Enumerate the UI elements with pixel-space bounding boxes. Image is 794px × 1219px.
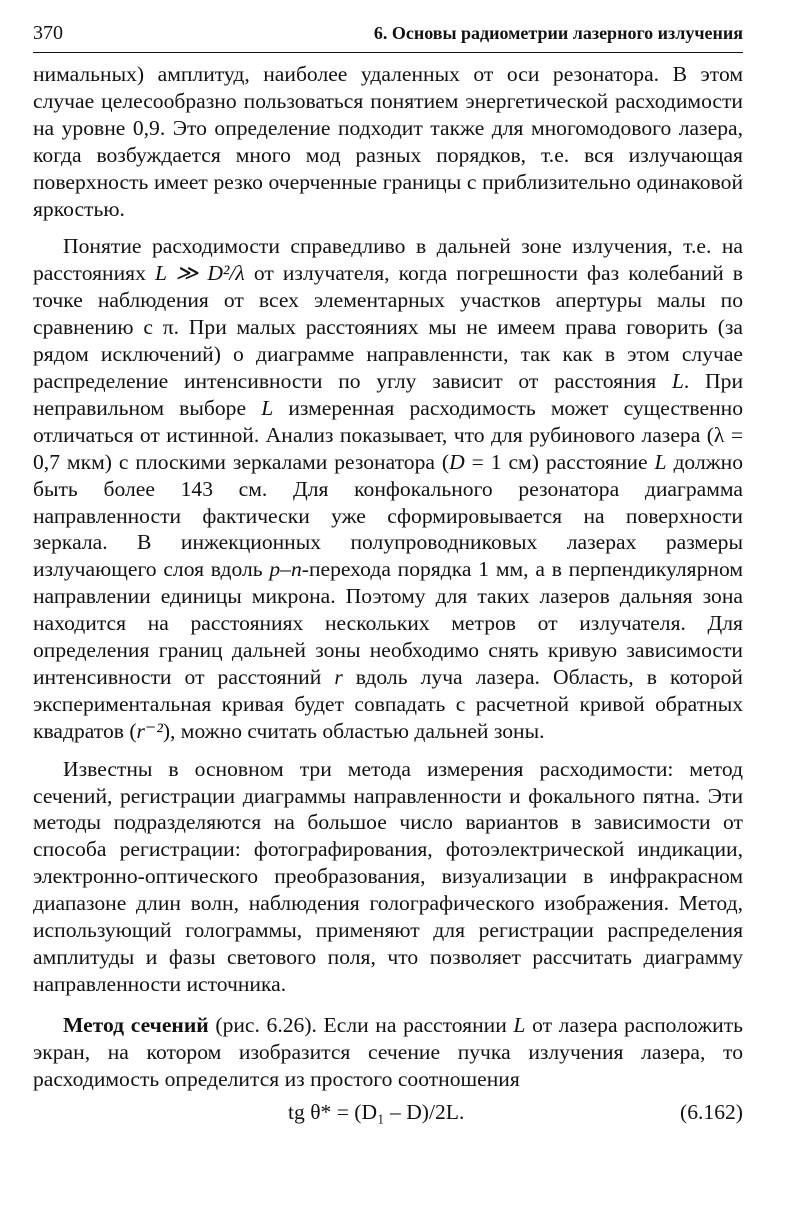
page-number: 370 (33, 22, 63, 44)
text-run: (рис. 6.26). Если на расстоянии (208, 1012, 514, 1037)
text-run: должно быть более 143 см. Для конфокального резонатора диаграмма направленности фактически уже сформировывается на поверхности зеркала. В инжекционных полупроводниковых лазерах размеры излучающего слоя вдоль (33, 449, 743, 582)
text-run: измеренная расходимость может существенно отличаться от истинной. Анализ показывает, что для рубинового лазера (λ = 0,7 мкм) с плоскими зеркалами резонатора ( (33, 395, 743, 474)
equation-row (33, 1100, 743, 1130)
text-run: = 1 см) расстояние (464, 449, 655, 474)
book-page (33, 20, 743, 1130)
running-header (33, 20, 743, 53)
text-run: от лазера расположить экран, на котором изобразится сечение пучка излучения лазера, то расходимость определится из простого соотношения (33, 1012, 743, 1091)
body-text (33, 61, 743, 1130)
text-run: Понятие расходимости справедливо в дальней зоне излучения, т.е. на расстояниях (33, 234, 743, 286)
paragraph-section-method (33, 1012, 743, 1093)
math-inline: L (654, 449, 667, 474)
equation-formula: tg θ* = (D₁ – D)/2L. (288, 1099, 465, 1124)
paragraph-1: нимальных) амплитуд, наиболее удаленных от оси резонатора. В этом случае целесообразно пользоваться понятием энергетической расходимости на уровне 0,9. Это определение подходит также для многомодового лазера, когда возбуждается много мод разных порядков, т.е. вся излучающая поверхность имеет резко очерченные границы с приблизительно одинаковой яркостью. (33, 62, 743, 221)
math-inline: r⁻² (136, 718, 163, 743)
section-title: 6. Основы радиометрии лазерного излучения (373, 23, 743, 43)
math-inline: L ≫ D²/λ (154, 261, 245, 286)
equation-number: (6.162) (680, 1099, 743, 1124)
text-run: от излучателя, когда погрешности фаз колебаний в точке наблюдения от всех элементарных участков апертуры малы по сравнению с π. При малых расстояниях мы не имеем права говорить (за рядом исключений) о диаграмме направленнсти, так как в этом случае распределение интенсивности по углу зависит от расстояния (33, 261, 743, 393)
math-inline: p–n (269, 557, 302, 582)
text-run: ), можно считать областью дальней зоны. (162, 718, 545, 743)
math-inline: L (513, 1012, 526, 1037)
text-run: вдоль луча лазера. Область, в которой экспериментальная кривая будет совпадать с расчетной кривой обратных квадратов ( (33, 664, 743, 743)
paragraph-far-zone (33, 233, 743, 744)
math-inline: r (334, 664, 343, 689)
math-inline: D (449, 449, 465, 474)
text-run: -перехода порядка 1 мм, а в перпендикулярном направлении единицы микрона. Поэтому для таких лазеров дальняя зона находится на расстояниях нескольких метров от излучателя. Для определения границ дальней зоны необходимо снять кривую зависимости интенсивности от расстояний (33, 557, 744, 689)
math-inline: L (261, 395, 274, 420)
paragraph-methods: Известны в основном три метода измерения расходимости: метод сечений, регистрации диаграммы направленности и фокального пятна. Эти методы подразделяются на большое число вариантов в зависимости от способа регистрации: фотографирования, фотоэлектрической индикации, электронно-оптического преобразования, визуализации в инфракрасном диапазоне длин волн, наблюдения голографического изображения. Метод, использующий голограммы, применяют для регистрации распределения амплитуды и фазы светового поля, что позволяет рассчитать диаграмму направленности источника. (33, 756, 743, 996)
method-heading: Метод сечений (63, 1012, 209, 1037)
text-run: . При неправильном выборе (33, 368, 743, 420)
math-inline: L (671, 368, 684, 393)
